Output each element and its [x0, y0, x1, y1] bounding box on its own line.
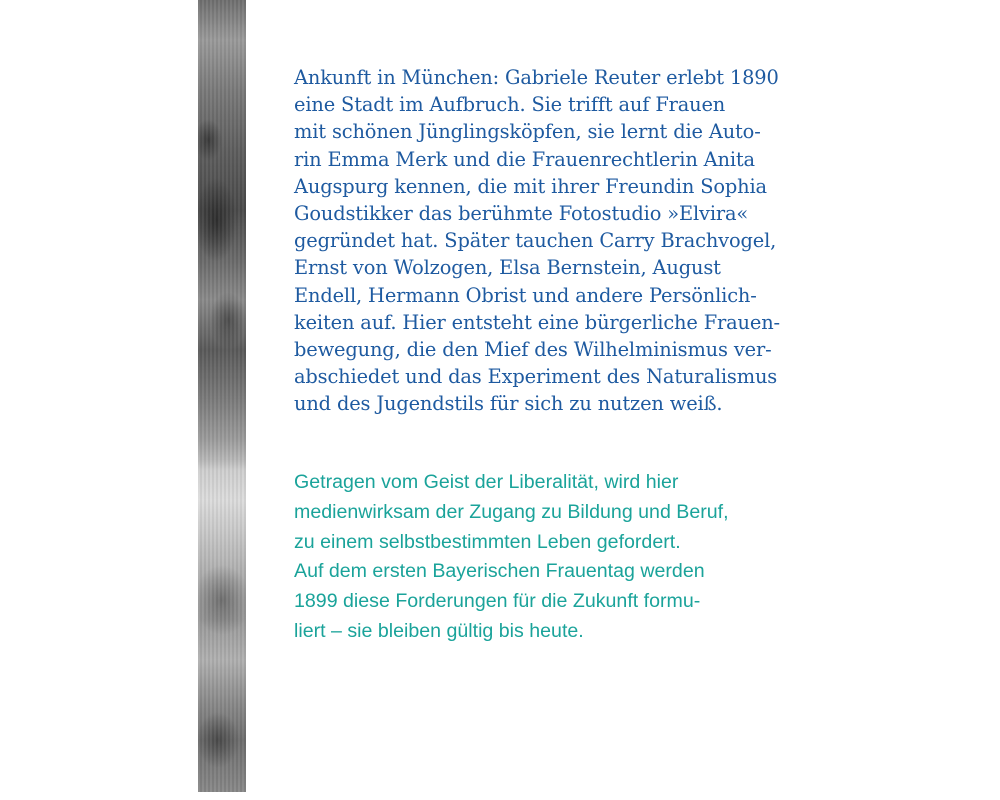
photo-strip-image [198, 0, 246, 792]
body-paragraph-serif: Ankunft in München: Gabriele Reuter erlebt 1890 eine Stadt im Aufbruch. Sie trifft auf Frauen mit schönen Jünglingsköpfen, sie lernt die Auto- rin Emma Merk und die Frauenrechtlerin Anita Augspurg kennen, die mit ihrer Freundin Sophia Goudstikker das berühmte Fotostudio »Elvira« gegründet hat. Später tauchen Carry Brachvogel, Ernst von Wolzogen, Elsa Bernstein, August Endell, Hermann Obrist und andere Persönlich- keiten auf. Hier entsteht eine bürgerliche Frauen- bewegung, die den Mief des Wilhelminismus ver- abschiedet und das Experiment des Naturalismus und des Jugendstils für sich zu nutzen weiß. [294, 66, 780, 416]
body-paragraph-sans: Getragen vom Geist der Liberalität, wird hier medienwirksam der Zugang zu Bildung und Beruf, zu einem selbstbestimmten Leben gefordert. Auf dem ersten Bayerischen Frauentag werden 1899 diese Forderungen für die Zukunft formu- liert – sie bleiben gültig bis heute. [294, 471, 729, 642]
